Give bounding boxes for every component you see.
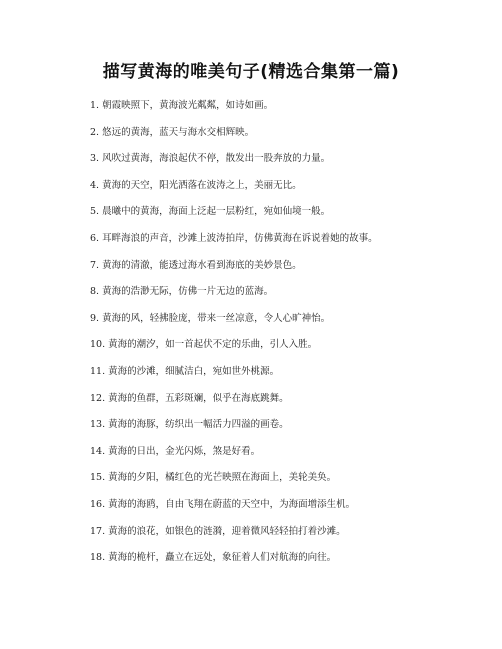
list-item: 14. 黄海的日出，金光闪烁，煞是好看。 (90, 445, 261, 457)
sentence-list (90, 99, 470, 578)
list-item: 11. 黄海的沙滩，细腻洁白，宛如世外桃源。 (90, 365, 280, 377)
list-item: 7. 黄海的清澈，能透过海水看到海底的美妙景色。 (90, 259, 302, 271)
list-item: 13. 黄海的海豚，纺织出一幅活力四溢的画卷。 (90, 419, 289, 431)
list-item: 16. 黄海的海鸥，自由飞翔在蔚蓝的天空中，为海面增添生机。 (90, 498, 356, 510)
list-item: 15. 黄海的夕阳，橘红色的光芒映照在海面上，美轮美奂。 (90, 472, 337, 484)
list-item: 10. 黄海的潮汐，如一首起伏不定的乐曲，引人入胜。 (90, 339, 318, 351)
list-item: 5. 晨曦中的黄海，海面上泛起一层粉红，宛如仙境一般。 (90, 206, 331, 218)
list-item: 2. 悠远的黄海，蓝天与海水交相辉映。 (90, 126, 255, 138)
list-item: 17. 黄海的浪花，如银色的涟漪，迎着微风轻轻拍打着沙滩。 (90, 525, 346, 537)
list-item: 6. 耳畔海浪的声音，沙滩上波涛拍岸，仿佛黄海在诉说着她的故事。 (90, 232, 378, 244)
list-item: 4. 黄海的天空，阳光洒落在波涛之上，美丽无比。 (90, 179, 302, 191)
list-item: 1. 朝霞映照下，黄海波光粼粼，如诗如画。 (90, 100, 274, 111)
list-item: 3. 风吹过黄海，海浪起伏不停，散发出一股奔放的力量。 (90, 153, 331, 165)
list-item: 12. 黄海的鱼群，五彩斑斓，似乎在海底跳舞。 (90, 392, 289, 404)
list-item: 18. 黄海的桅杆，矗立在远处，象征着人们对航海的向往。 (90, 552, 337, 564)
list-item: 8. 黄海的浩渺无际，仿佛一片无边的蓝海。 (90, 286, 274, 298)
page-title: 描写黄海的唯美句子(精选合集第一篇) (102, 62, 400, 82)
list-item: 9. 黄海的风，轻拂脸庞，带来一丝凉意，令人心旷神怡。 (90, 312, 331, 324)
